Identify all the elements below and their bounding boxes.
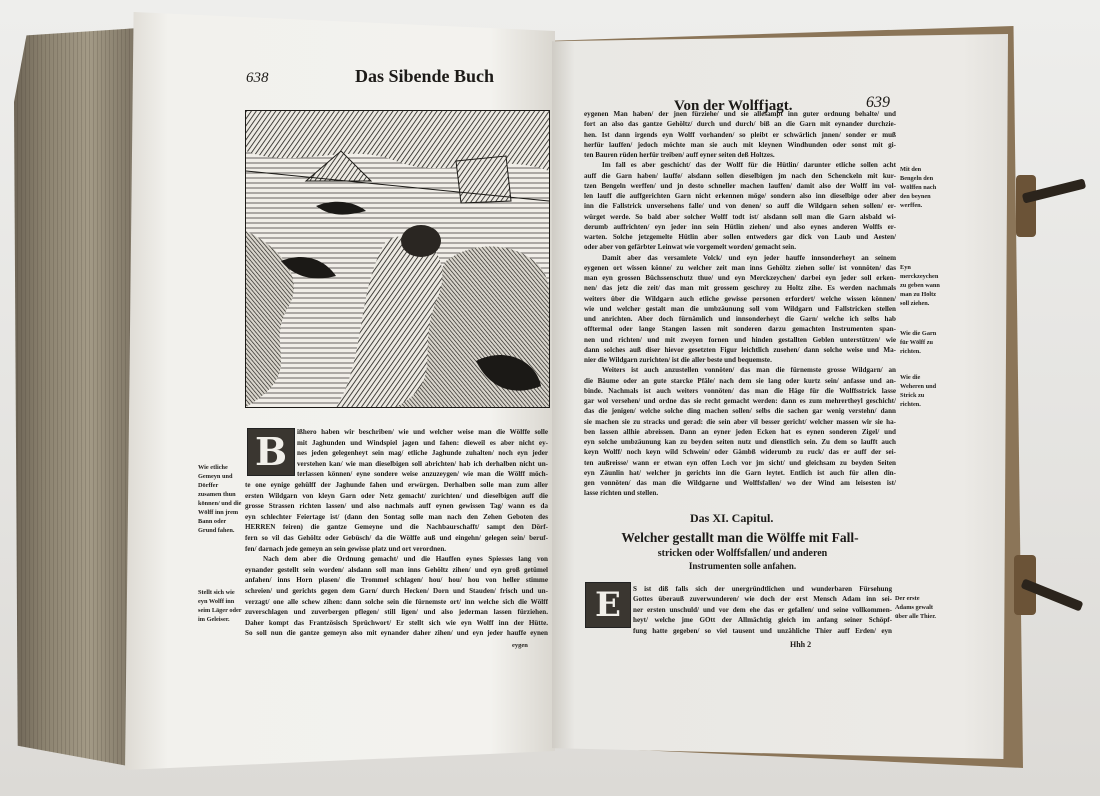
text-line: wie und welcher gestalt man die umbzäunung soll vom Wildgarn und Fallstricken stellen [584, 304, 896, 313]
text-line: ersten Wildgarn von kleyn Garn oder Netz gemacht/ zurichten/ und dieselbigen auff die [245, 491, 548, 500]
text-line: eyn solche umbzäunung kan zu beyden seiten nutz und dienstlich sein. Zu dem so laufft auch [584, 438, 896, 446]
decorated-initial-b: B [247, 428, 295, 476]
text-line: das die jenigen/ welche solche ding machen sollen/ selbs die sachen gar wenig verstehn/ dann [584, 407, 896, 416]
margin-note-right: Mit den Bengeln den Wölffen nach den beynen werffen. [900, 166, 937, 209]
text-line: Daher kompt das Frantzösisch Sprüchwort/ Er stellt sich wie eyn Wolff inn der Hütte. [245, 618, 548, 627]
text-line: verzagt/ one alle schew zihen: dann solche sein die fürnemste ort/ inn welche sich die Wölff [245, 597, 548, 606]
text-line: die Bäume oder an gute starcke Pfäle/ nach dem sie lang oder kurtz sein/ anfasse und an- [584, 376, 896, 385]
page-edges [14, 28, 139, 768]
margin-note-left: Wie etliche Gemeyn und Dörffer zusamen thun können/ und die Wölff inn jrem Bann oder Grund fahen. [198, 464, 242, 534]
text-line: ten außreisse/ wann er etwan eyn offen Loch vor jm sicht/ und gleichsam zu beyden Seiten [584, 458, 896, 467]
text-line: Nach dem aber die Ordnung gemacht/ und die Hauffen eynes Spiesses lang von [263, 555, 548, 564]
text-line: derumb auffrichten/ eyn jeder inn sein Hütlin ziehen/ und also eynes anderen Wolffs er- [584, 222, 896, 231]
text-line: Gottes überauß zuverwunderen/ wie doch der erst Mensch Adam inn sei- [633, 595, 892, 604]
text-line: eynander gestellt sein worden/ alsdann soll man inns Gehöltz zihen/ und eyn groß getümel [245, 565, 548, 574]
chapter-label: Das XI. Capitul. [690, 511, 774, 525]
text-line: nen/ das jetz die zeit/ das man mit grossem geschrey zu Holtz zihe. Es werden nachmals [584, 284, 896, 293]
chapter-title-line: Welcher gestallt man die Wölffe mit Fall- [621, 530, 859, 545]
text-line: man eyn grossen Büchssenschutz thue/ und eyn Merckzeychen/ darbei eyn jeder soll erken- [584, 274, 896, 282]
text-line: offtermal oder lange Stangen lassen mit sonderen darzu gemachten Instrumenten span- [584, 325, 896, 334]
text-line: warten. Solche jetzgemelte Hütlin aber sollen entweders gar dick von Laub und Aesten/ [584, 233, 896, 241]
text-line: keyn Wolff/ noch keyn wild Schwein/ oder Gämbß widerumb zu ruck/ das er auff der sei- [584, 448, 896, 457]
running-head-left: Das Sibende Buch [355, 66, 495, 86]
text-line: hen. Ist dann irgends eyn Wolff vorhanden/ so pleibt er schwärlich jnnen/ sonder er muß [584, 130, 896, 139]
margin-note-right: Eyn merckzeychen zu geben wann man zu Holtz soll ziehen. [900, 264, 940, 307]
text-line: auff die Garn haben/ lauffe/ alsdann sollen dieselbigen jm nach den Schenckeln mit kur- [584, 171, 896, 180]
catchword: eygen [512, 642, 528, 649]
chapter-title-line: stricken oder Wolffsfallen/ und anderen [657, 548, 828, 559]
margin-note-right: Der erste Adams gewalt über alle Thier. [895, 595, 936, 620]
text-line: Im fall es aber geschicht/ das der Wolff für die Hütlin/ darunter etliche sollen acht [602, 161, 896, 170]
text-line: S ist diß falls sich der unergründtlichen und wunderbaren Fürsehung [633, 585, 892, 593]
text-line: ten Bauren rüden herfür treiben/ auff eyner seiten deß Holtzes. [584, 151, 775, 159]
text-line: terlassen können/ eyne sondere weise anzuzeygen/ wie man die Wölff möch- [297, 470, 548, 479]
text-line: ben lassen allhie abreissen. Dann an eyner jeden Ecken hat es eynen sonderen Zigel/ und [584, 427, 896, 436]
text-line: inn die Fallstrick unversehens falle/ und von denen/ so auff die Wildgarn sehen sollen/ er- [584, 202, 896, 211]
text-line: anfahen/ inns Horn plasen/ die Trommel schlagen/ hou/ hou/ hou von heller stimme [245, 576, 548, 585]
text-line: oder aber von gefärbter Leinwat wie vorgemelt worden/ gemacht sein. [584, 243, 796, 252]
page-number-left: 638 [246, 70, 269, 86]
text-line: ner ersten unschuld/ und vor dem ehe das er gefallen/ und seine vollkommen- [633, 605, 892, 614]
margin-note-right: Wie die Weheren und Strick zu richten. [900, 374, 937, 408]
text-line: fen/ darnach jede gemeyn an sein gewisse platz und ort verordnen. [245, 544, 447, 553]
text-line: eygenen ort wissen könne/ zu welcher zeit man inns Gehöltz ziehen solle/ ist vonnöten/ das [584, 263, 896, 272]
text-line: fung hatte gegeben/ so viel tausent und unzähliche Thier auff Erden/ eyn [633, 626, 892, 635]
text-line: eyn schlechter Feiertage ist/ (dann den Sontag solle man nach den Zehen Geboten des [245, 512, 548, 521]
text-line: eyn Zäunlin hat/ welcher jn gerichts inn die Garn leytet. Entlich ist auch für allen din- [584, 468, 896, 477]
text-line: nen und richten/ und mit zweyen fornen und hinden gestallten Geblen unterstützen/ wie [584, 335, 896, 344]
text-line: lasse richten und stellen. [584, 489, 659, 498]
text-line: würget werde. So bald aber solcher Wolff todt ist/ alsdann soll man die Garn alsbald wi- [584, 212, 896, 221]
text-line: heyt/ welche jme GOtt der Allmächtig gleich im anfang seiner Schöpf- [633, 616, 892, 625]
text-line: gen vonnöten/ das man die Wildgarne und Wolffsfallen/ wo der Wind am leisesten ist/ [584, 479, 896, 487]
text-line: fern so vil das Gehöltz oder Gebüsch/ da die Wölffe auß und eingehn/ gelegen sein/ beruf- [245, 534, 548, 542]
text-line: verstehen kan/ wie man dieselbigen soll abrichten/ hab ich derhalben nicht un- [297, 459, 548, 468]
margin-note-left: Stellt sich wie eyn Wolff inn seim Läger oder im Geleiser. [198, 589, 242, 623]
text-line: HERREN feiren) die gantze Gemeyne und die Nachbaurschafft/ sampt den Dörf- [245, 523, 548, 532]
text-line: mit Jaghunden und Windspiel jagen und fahen: dieweil es aber nicht ey- [297, 438, 548, 447]
text-line: und anrichten. Aber doch fürnämlich und innsonderheyt die Garn/ welche ich selbs hab [584, 315, 896, 323]
text-line: tzen Bengeln werffen/ und jn desto schneller machen lauffen/ damit also der Wolff im vol- [584, 181, 896, 190]
page-number-right: 639 [866, 94, 890, 111]
text-line: te one eynige gehülff der Jaghunde fahen und erwürgen. Derhalben solle man zum aller [245, 481, 548, 489]
text-line: eygenen Man haben/ der jnen fürziehe/ und sie allesampt inn guter ordnung behalte/ und [584, 110, 896, 118]
text-line: len lauff die auffgerichten Garn nicht erkennen möge/ sondern also inn dieselbige oder aber [584, 192, 896, 200]
woodcut-illustration-wolf-hunt [245, 110, 550, 408]
woodcut-image [246, 111, 549, 407]
text-line: binde. Nachmals ist auch weiters vonnöten/ das man die Häge für die Wolffsstrick lasse [584, 386, 896, 395]
text-line: nes jeden gelegenheyt sein mag/ etliche Jaghunde zuhalten/ noch eyn jeder [297, 449, 548, 458]
clasp-mount-top [1016, 175, 1036, 237]
text-line: weiters über die Wildgarn auch etliche gewisse personen erfordert/ welche wissen können/ [584, 294, 896, 303]
text-line: dann solches auß diser hievor gesetzten Figur leichtlich zusehen/ dann solche weise und Ma- [584, 345, 896, 354]
text-line: grosse Strassen richten lassen/ und also nachmals auff eynen gewissen Tag/ wann es da [245, 502, 548, 511]
text-line: schreien/ und gerichts gegen dem Garn/ durch Hecken/ Dorn und Stauden/ frisch und un- [245, 587, 548, 595]
text-line: nier die Wildgarn zurichten/ ist die aller beste und bequemste. [584, 356, 772, 364]
chapter-title-line: Instrumenten solle anfahen. [688, 561, 797, 571]
decorated-initial-e: E [585, 582, 631, 628]
signature-mark: Hhh 2 [790, 640, 812, 649]
running-head-right: Von der Wolffjagt. [674, 98, 793, 114]
text-line: Damit aber das versamlete Volck/ und eyn jeder hauffe innsonderheyt an seinem [602, 253, 896, 262]
text-line: herfür lauffen/ jedoch möchte man sie auch mit kleynen Windhunden oder sonst mit gi- [584, 140, 896, 149]
text-line: gar wol versehen/ und ordne das sie recht gemacht werden: dann es zum mehrertheyl geschicht/ [584, 397, 896, 405]
text-line: sie machen sie zu stracks und gerad: die sein aber vil besser gericht/ welcher massen wir sie ha- [584, 417, 896, 426]
text-line: Weiters ist auch anzustellen vonnöten/ das man die fürnemste grosse Wildgarn/ an [602, 366, 896, 375]
text-line: zuverschlagen und zuverbergen pflegen/ still ligen/ und also jederman lassen fürziehen. [245, 608, 548, 617]
text-line: fort an also das gantze Gehöltz/ durch und durch/ biß an die Garn mit eynander durchzie- [584, 120, 896, 129]
text-line: So soll nun die gantze gemeyn also mit eynander daher zihen/ und eyn jeder hauffe eynen [245, 629, 548, 638]
text-line: ißhero haben wir beschriben/ wie und welcher weise man die Wölffe solle [297, 428, 548, 436]
margin-note-right: Wie die Garn für Wölff zu richten. [900, 330, 937, 355]
